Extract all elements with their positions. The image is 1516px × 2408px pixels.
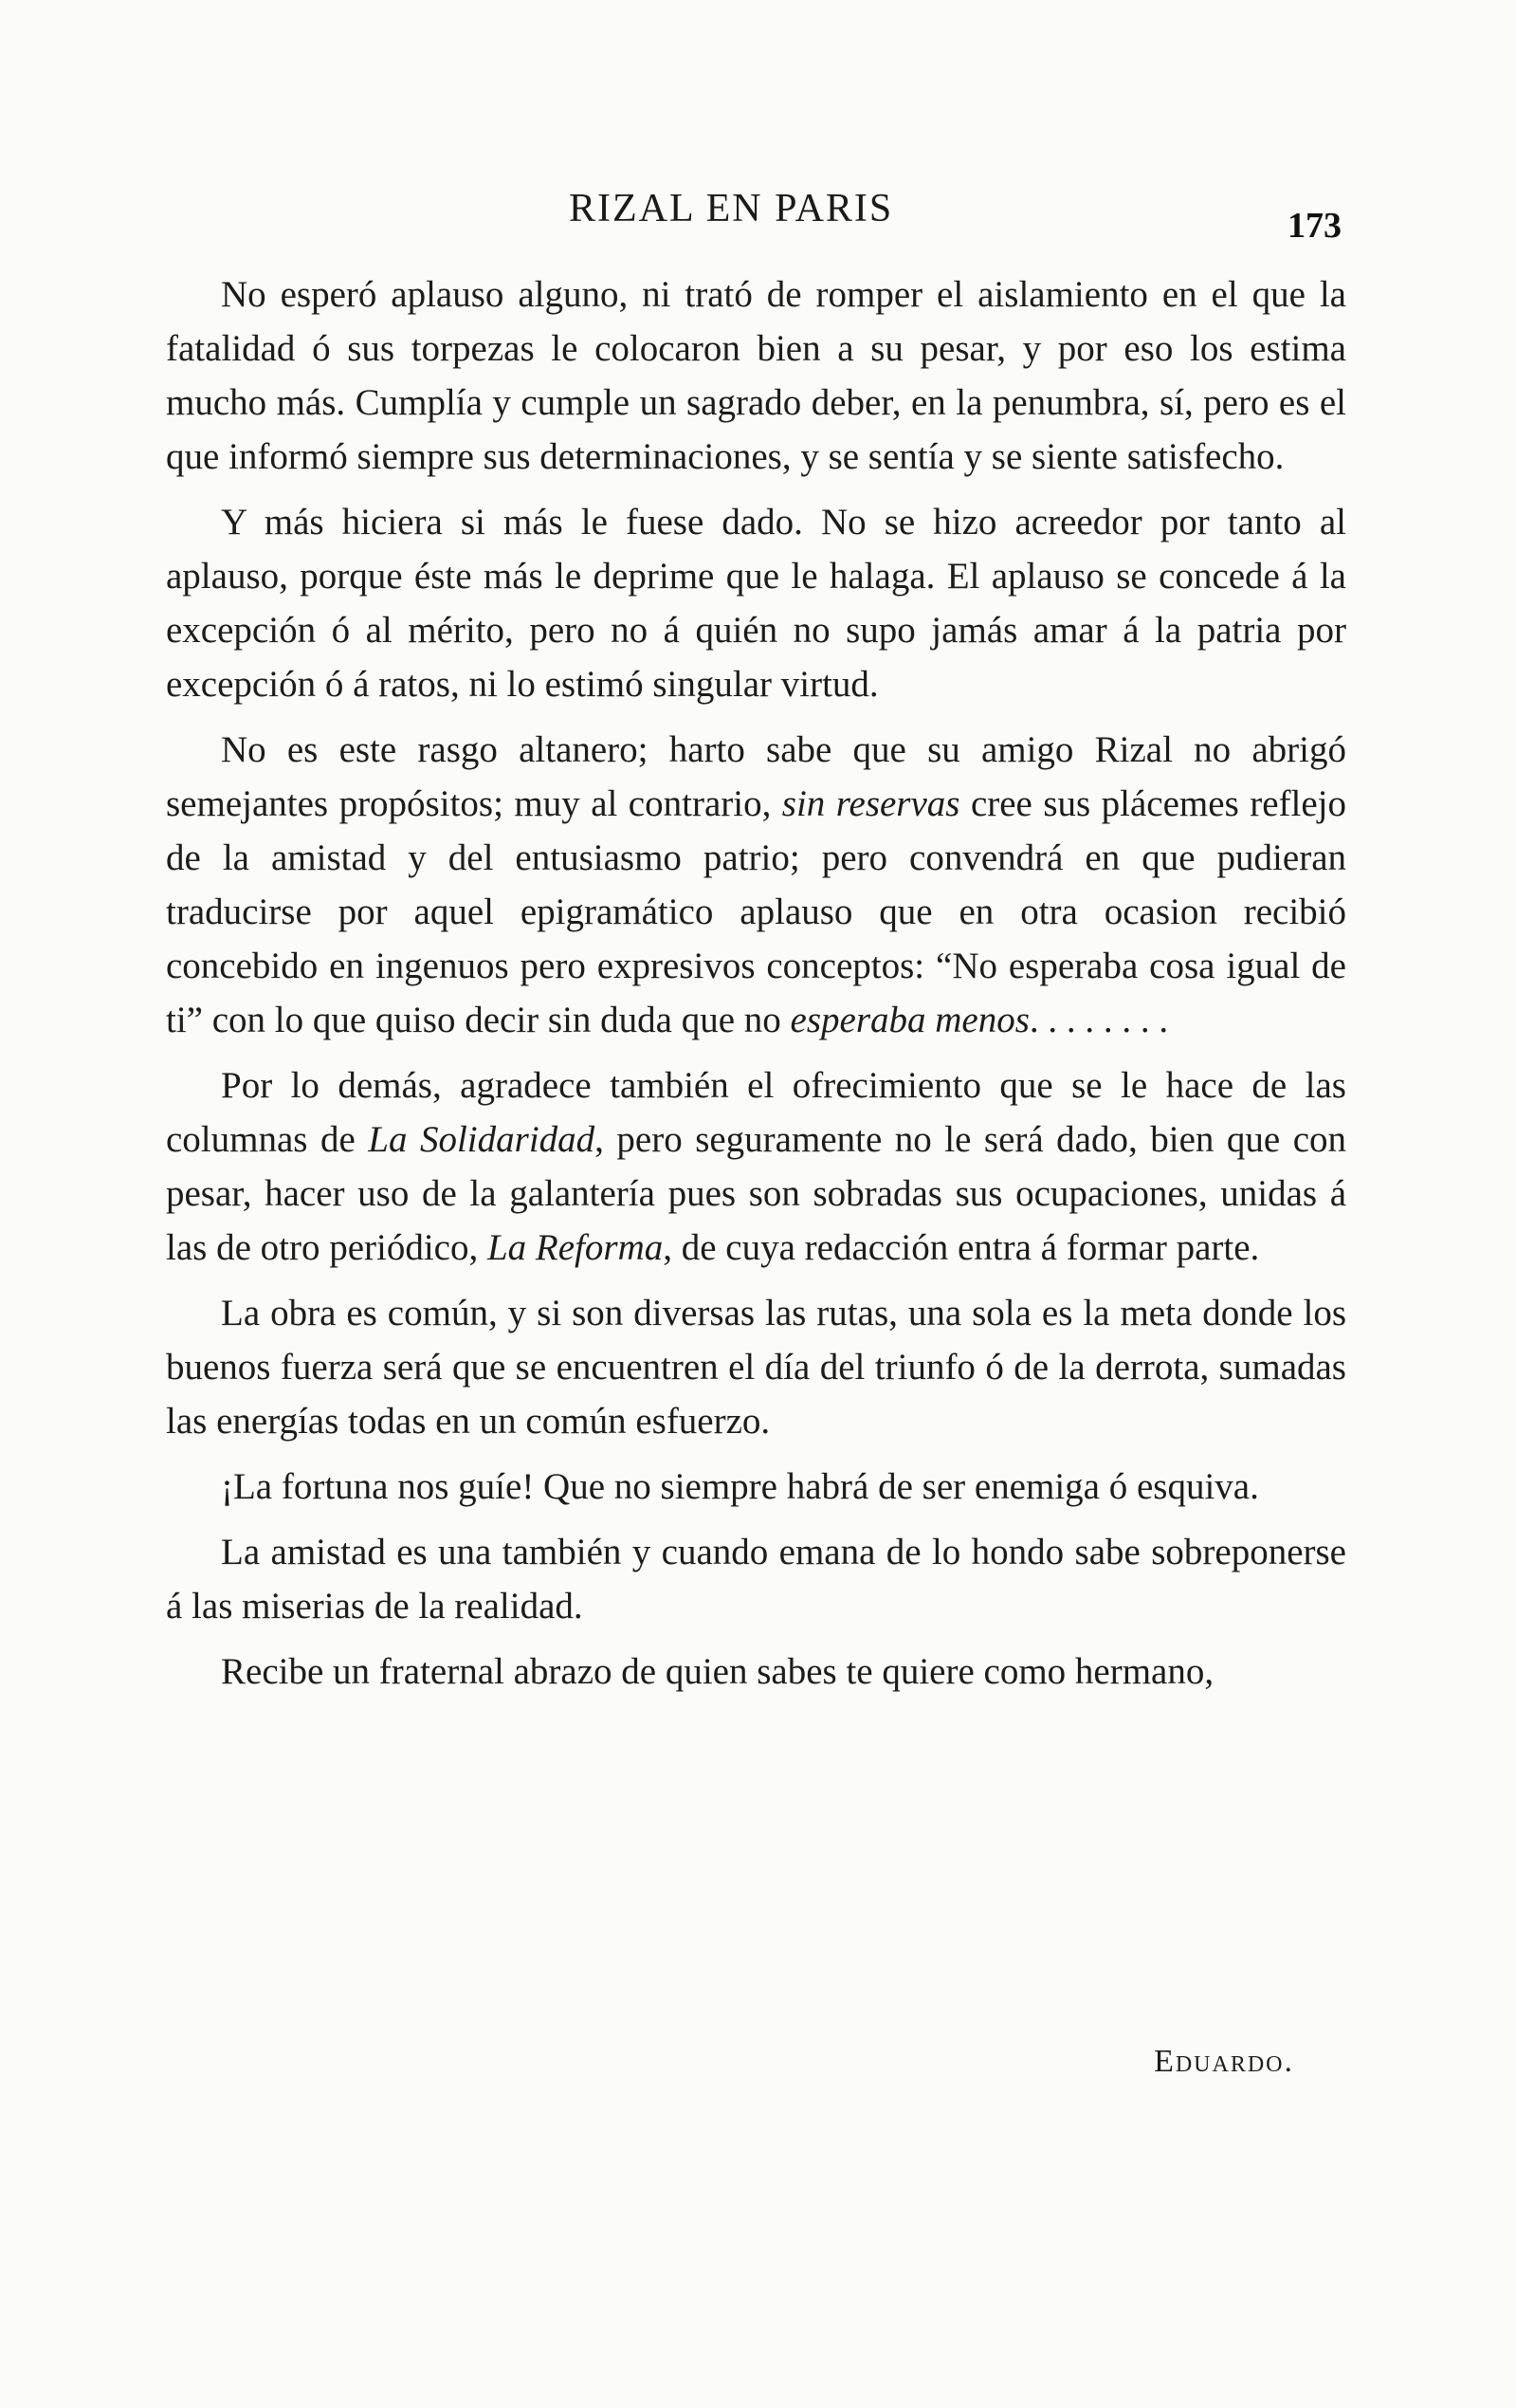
body-text	[166, 267, 1346, 1710]
paragraph-4-text-b: , pero seguramente no le será dado, bien que con pesar, hacer uso de la galantería pues son sobradas sus ocupaciones, unidas á las de otro periódico,	[166, 1119, 1346, 1268]
paragraph-8-text: Recibe un fraternal abrazo de quien sabes te quiere como hermano,	[221, 1651, 1215, 1692]
italic-la-reforma: La Reforma	[486, 1227, 664, 1268]
paragraph-4-text-c: , de cuya redacción entra á formar parte.	[663, 1227, 1260, 1268]
italic-esperaba-menos: esperaba menos	[790, 1000, 1030, 1040]
paragraph-1	[166, 267, 1346, 484]
paragraph-4-text-a: Por lo demás, agradece también el ofrecimiento que se le hace de las columnas de	[166, 1065, 1346, 1160]
paragraph-2-text: Y más hiciera si más le fuese dado. No se hizo acreedor por tanto al aplauso, porque éste más le deprime que le halaga. El aplauso se concede á la excepción ó al mérito, pero no á quién no supo jamás amar á la patria por excepción ó á ratos, ni lo estimó singular virtud.	[166, 502, 1346, 705]
paragraph-3-text-b: cree sus plácemes reflejo de la amistad y del entusiasmo patrio; pero convendrá en que pudieran traducirse por aquel epigramático aplauso que en otra ocasion recibió concebido en ingenuos pero expresivos conceptos: “No esperaba cosa igual de ti” con lo que quiso decir sin duda que no	[166, 783, 1346, 1040]
paragraph-8	[166, 1645, 1346, 1699]
paragraph-1-text: No esperó aplauso alguno, ni trató de romper el aislamiento en el que la fatalidad ó sus torpezas le colocaron bien a su pesar, y por eso los estima mucho más. Cumplía y cumple un sagrado deber, en la penumbra, sí, pero es el que informó siempre sus determinaciones, y se sentía y se siente satisfecho.	[166, 274, 1346, 477]
paragraph-7	[166, 1525, 1346, 1633]
paragraph-5-text: La obra es común, y si son diversas las rutas, una sola es la meta donde los buenos fuerza será que se encuentren el día del triunfo ó de la derrota, sumadas las energías todas en un común esfuerzo.	[166, 1293, 1346, 1442]
italic-sin-reservas: sin reservas	[781, 783, 960, 824]
signature: Eduardo.	[1154, 2044, 1294, 2079]
running-title: RIZAL EN PARIS	[569, 187, 894, 230]
paragraph-2	[166, 495, 1346, 711]
paragraph-6	[166, 1460, 1346, 1514]
paragraph-5	[166, 1286, 1346, 1448]
paragraph-4	[166, 1058, 1346, 1275]
page-header	[0, 180, 1516, 247]
paragraph-7-text: La amistad es una también y cuando emana de lo hondo sabe sobreponerse á las miserias de la realidad.	[166, 1532, 1346, 1627]
page-number: 173	[1288, 206, 1342, 246]
italic-la-solidaridad: La Solidaridad	[368, 1119, 595, 1160]
paragraph-3-ellipsis: . . . . . . . .	[1029, 1000, 1169, 1040]
paragraph-6-text: ¡La fortuna nos guíe! Que no siempre habrá de ser enemiga ó esquiva.	[221, 1466, 1259, 1507]
paragraph-3-text-a: No es este rasgo altanero; harto sabe que su amigo Rizal no abrigó semejantes propósitos; muy al contrario,	[166, 729, 1346, 824]
paragraph-3	[166, 723, 1346, 1047]
